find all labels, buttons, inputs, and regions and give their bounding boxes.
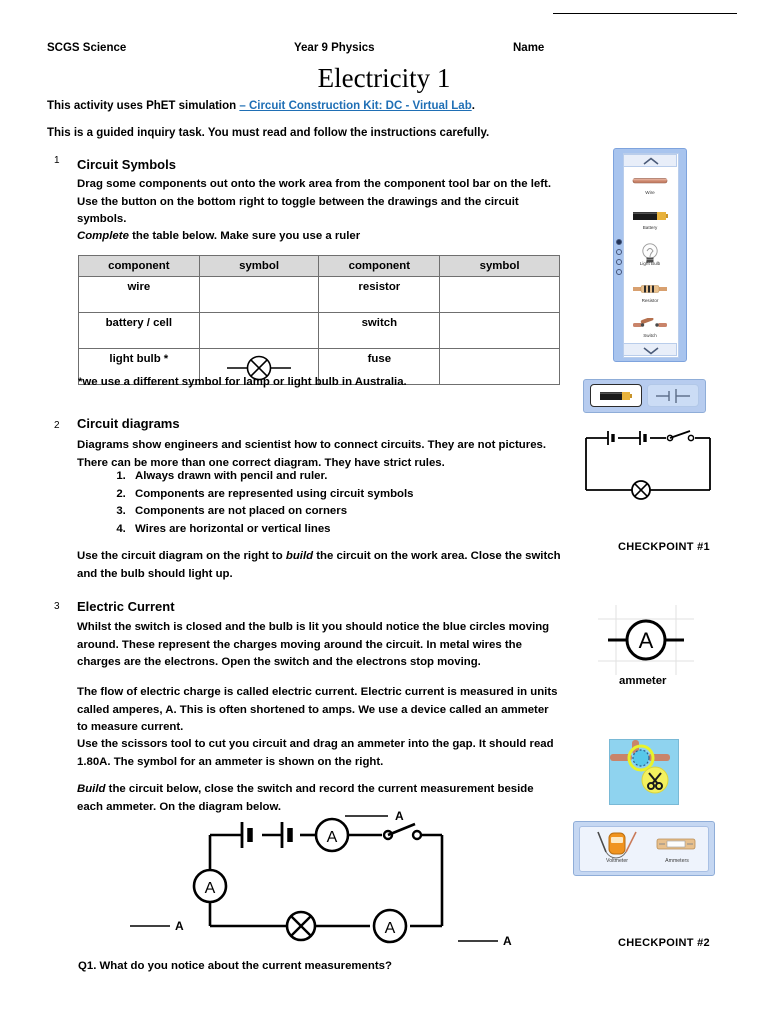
section-3-paragraph-4-rest: the circuit below, close the switch and record the current measurement beside each ammeter. On the diagram below. [77,783,534,813]
voltmeter-label: Voltmeter [606,858,628,864]
section-3-paragraph-1: Whilst the switch is closed and the bulb is lit you should notice the blue circles moving around. These represent the charges moving around the circuit. In metal wires the charges are the electrons. Open the switch and the electrons stop moving. [77,621,550,668]
phet-component-toolbar[interactable] [613,148,687,362]
phet-tool-label: Wire [645,190,655,195]
checkpoint-1-label: CHECKPOINT #1 [618,541,710,553]
table-header-component-2: component [319,256,440,277]
scroll-up-button[interactable] [623,154,677,167]
table-header-symbol-1: symbol [199,256,319,277]
list-item: 3. Components are not placed on corners [129,503,414,521]
radio-option[interactable] [616,269,622,275]
cell-symbol-fuse-blank[interactable] [440,349,560,385]
section-2-heading: Circuit diagrams [77,416,180,431]
intro-simulation-line [47,100,475,112]
cell-component-battery: battery / cell [79,313,200,349]
ammeter-symbol-letter: A [638,628,654,653]
ammeter-tool-icon[interactable] [656,836,696,852]
cell-component-switch: switch [319,313,440,349]
page-title: Electricity 1 [317,63,451,93]
radio-option[interactable] [616,249,622,255]
section-3-number: 3 [54,601,60,612]
phet-circuit-selector-radios[interactable] [616,239,623,279]
name-write-line [553,13,737,14]
switch-icon [623,314,677,333]
ammeter-symbol-diagram [598,605,694,675]
phet-tool-battery[interactable] [623,206,677,230]
phet-tool-label: Battery [642,225,658,230]
chevron-down-icon [643,346,659,355]
phet-simulation-link[interactable]: – Circuit Construction Kit: DC - Virtual Lab [239,100,472,112]
name-label: Name [513,42,545,54]
view-mode-toggle[interactable] [583,379,706,413]
table-header-row [79,256,560,277]
schematic-view-button[interactable] [647,384,699,407]
svg-text:A: A [204,880,216,897]
course-name: Year 9 Physics [294,42,375,54]
phet-tool-label: Light Bulb [639,261,661,266]
section-1-paragraph-2-rest: the table below. Make sure you use a ruler [128,230,361,242]
intro-task-line: This is a guided inquiry task. You must read and follow the instructions carefully. [47,127,490,139]
section-3-heading: Electric Current [77,599,175,614]
question-1: Q1. What do you notice about the current measurements? [78,960,392,972]
light-bulb-icon [623,242,677,261]
section-2-paragraph-1: Diagrams show engineers and scientist how to connect circuits. They are not pictures. There can be more than one correct diagram. They have strict rules. [77,439,547,469]
list-item: 4. Wires are horizontal or vertical lines [129,521,414,539]
section-3-paragraph-3: Use the scissors tool to cut you circuit and drag an ammeter into the gap. It should read 1.80A. The symbol for an ammeter is shown on the right. [77,738,554,768]
chevron-up-icon [643,157,659,166]
scissors-scene [610,740,678,804]
voltmeter-icon[interactable] [592,830,642,860]
radio-selected[interactable] [616,239,622,245]
list-item: 2. Components are represented using circuit symbols [129,486,414,504]
phet-tool-light-bulb[interactable] [623,242,677,266]
section-2-paragraph-2 [77,548,562,583]
circuit-symbols-table [78,255,560,385]
svg-text:A: A [175,919,184,933]
resistor-icon [623,279,677,298]
section-1-heading: Circuit Symbols [77,157,176,172]
build-emphasis: build [285,550,314,562]
section-2-paragraph-2-b: the circuit on the work area. Close the switch and the bulb should light up. [77,550,561,580]
svg-text:A: A [503,934,512,948]
large-circuit-diagram [130,810,530,955]
section-1-paragraph-2 [77,228,562,246]
phet-tool-label: Resistor [641,298,659,303]
table-row [79,277,560,313]
ammeters-label: Ammeters [665,858,689,864]
small-circuit-diagram [578,428,718,503]
lifelike-view-button[interactable] [590,384,642,407]
scroll-down-button[interactable] [623,343,677,356]
table-row [79,313,560,349]
battery-schematic-icon [655,388,691,404]
cell-symbol-battery-blank[interactable] [199,313,319,349]
page-header [0,42,768,58]
school-name: SCGS Science [47,42,127,54]
phet-tool-resistor[interactable] [623,279,677,303]
cell-symbol-wire-blank[interactable] [199,277,319,313]
section-3-paragraph-2: The flow of electric charge is called electric current. Electric current is measured in units called amperes, A. This is often shortened to amps. We use a device called an ammeter to measure current. [77,686,558,733]
svg-text:A: A [384,920,396,937]
complete-emphasis: Complete [77,230,129,242]
phet-tool-switch[interactable] [623,314,677,338]
radio-option[interactable] [616,259,622,265]
cell-component-wire: wire [79,277,200,313]
intro-prefix: This activity uses PhET simulation [47,100,240,112]
ammeter-caption: ammeter [619,675,667,687]
scissors-tool-screenshot [609,739,679,805]
ammeter-letter: A [326,829,338,846]
cell-symbol-switch-blank[interactable] [440,313,560,349]
build-emphasis-2: Build [77,783,106,795]
section-1-paragraph-1: Drag some components out onto the work area from the component tool bar on the left. Use the button on the bottom right to toggle between the drawings and the circuit symbols. [77,178,552,225]
list-item: 1. Always drawn with pencil and ruler. [129,468,414,486]
checkpoint-2-label: CHECKPOINT #2 [618,937,710,949]
cell-component-fuse: fuse [319,349,440,385]
wire-icon [623,171,677,190]
section-2-number: 2 [54,420,60,431]
section-2-paragraph-2-a: Use the circuit diagram on the right to [77,550,286,562]
cell-component-resistor: resistor [319,277,440,313]
phet-tool-wire[interactable] [623,171,677,195]
meters-toolbox[interactable] [573,821,715,876]
cell-component-light-bulb: light bulb * [79,349,200,385]
section-1-number: 1 [54,155,60,166]
battery-icon [623,206,677,225]
phet-tool-label: Switch [643,333,657,338]
svg-text:A: A [395,810,404,823]
battery-lifelike-icon [599,390,633,402]
table-header-component-1: component [79,256,200,277]
intro-suffix: . [471,100,475,112]
circuit-diagram-rules-list [103,468,414,538]
table-footnote: *we use a different symbol for lamp or light bulb in Australia. [78,376,407,388]
cell-symbol-resistor-blank[interactable] [440,277,560,313]
table-header-symbol-2: symbol [440,256,560,277]
